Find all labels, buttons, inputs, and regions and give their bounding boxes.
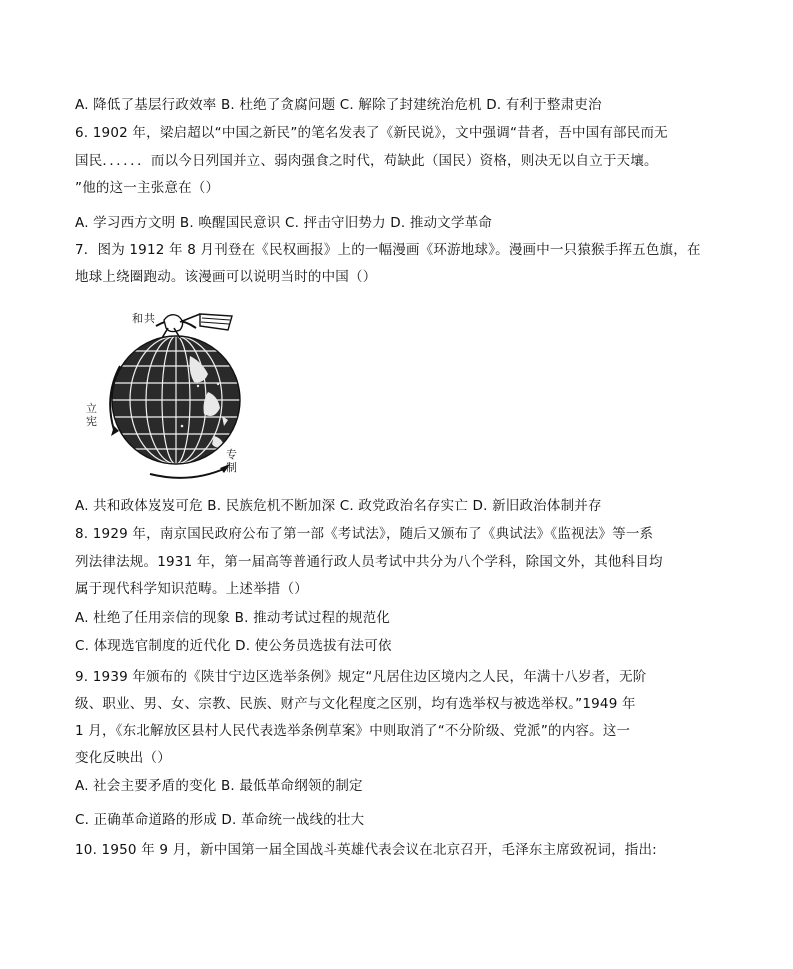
q6-options: A. 学习西方文明 B. 唤醒国民意识 C. 抨击守旧势力 D. 推动文学革命	[75, 215, 493, 231]
q9-stem-line-1: 9. 1939 年颁布的《陕甘宁边区选举条例》规定“凡居住边区境内之人民，年满十八岁者，无阶	[75, 669, 647, 685]
q7-stem-line-1: 7．图为 1912 年 8 月刊登在《民权画报》上的一幅漫画《环游地球》。漫画中一只猿猴手挥五色旗，在	[75, 242, 701, 258]
q9-options-cd: C. 正确革命道路的形成 D. 革命统一战线的壮大	[75, 812, 365, 828]
q10-stem-line-1: 10. 1950 年 9 月，新中国第一届全国战斗英雄代表会议在北京召开，毛泽东主席致祝词，指出:	[75, 842, 657, 858]
q8-stem-line-2: 列法律法规。1931 年，第一届高等普通行政人员考试中共分为八个学科，除国文外，其他科目均	[75, 554, 663, 570]
q7-stem-line-2: 地球上绕圈跑动。该漫画可以说明当时的中国（）	[75, 269, 377, 285]
q8-stem-line-1: 8. 1929 年，南京国民政府公布了第一部《考试法》，随后又颁布了《典试法》《监视法》等一系	[75, 526, 654, 542]
q9-options-ab: A. 社会主要矛盾的变化 B. 最低革命纲领的制定	[75, 778, 363, 794]
globe-cartoon-image	[86, 306, 258, 486]
q6-stem-line-2: 国民．．．．．．而以今日列国并立、弱肉强食之时代，苟缺此（国民）资格，则决无以自立于天壤。	[75, 153, 658, 169]
q8-options-ab: A. 杜绝了任用亲信的现象 B. 推动考试过程的规范化	[75, 610, 391, 626]
q9-stem-line-4: 变化反映出（）	[75, 750, 171, 766]
q7-options: A. 共和政体岌岌可危 B. 民族危机不断加深 C. 政党政治名存实亡 D. 新旧政治体制并存	[75, 498, 602, 514]
q9-stem-line-3: 1 月，《东北解放区县村人民代表选举条例草案》中则取消了“不分阶级、党派”的内容。这一	[75, 723, 631, 739]
q5-options: A. 降低了基层行政效率 B. 杜绝了贪腐问题 C. 解除了封建统治危机 D. 有利于整肃吏治	[75, 97, 602, 113]
q8-options-cd: C. 体现选官制度的近代化 D. 使公务员选拔有法可依	[75, 638, 392, 654]
q6-stem-line-1: 6. 1902 年，梁启超以“中国之新民”的笔名发表了《新民说》，文中强调“昔者，吾中国有部民而无	[75, 125, 668, 141]
q6-stem-line-3: ”他的这一主张意在（）	[75, 180, 220, 196]
cartoon-label-top: 和共	[132, 312, 156, 325]
q8-stem-line-3: 属于现代科学知识范畴。上述举措（）	[75, 581, 308, 597]
cartoon-label-bottom: 专制	[226, 448, 237, 474]
q9-stem-line-2: 级、职业、男、女、宗教、民族、财产与文化程度之区别，均有选举权与被选举权。”1949 年	[75, 696, 636, 712]
cartoon-label-left: 立宪	[86, 402, 97, 428]
